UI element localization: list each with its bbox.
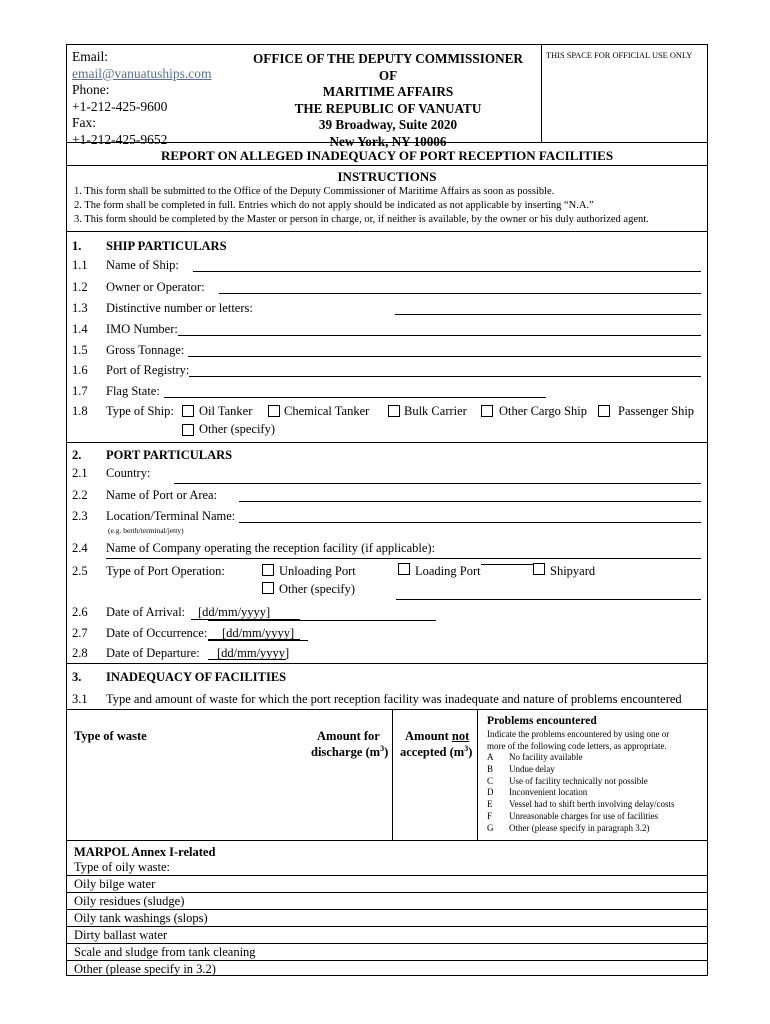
section-3-number: 3.	[72, 670, 82, 684]
waste-row-oily-bilge: Oily bilge water	[74, 877, 156, 891]
field-number: 2.5	[72, 564, 88, 578]
section-2-rule	[67, 663, 707, 664]
header-divider	[541, 45, 542, 142]
table-row-rule	[67, 909, 707, 910]
port-registry-field[interactable]	[189, 376, 701, 377]
table-header-rule	[67, 840, 707, 841]
col-type-of-waste: Type of waste	[74, 729, 147, 743]
table-col-divider-2	[477, 709, 478, 840]
chemical-tanker-option: Chemical Tanker	[284, 404, 370, 418]
table-row-rule	[67, 926, 707, 927]
table-row-rule	[67, 960, 707, 961]
annex-title: MARPOL Annex I-related	[74, 845, 216, 859]
code-row	[487, 787, 674, 799]
problems-desc-2: more of the following code letters, as appropriate.	[487, 740, 667, 751]
code-letter: D	[487, 787, 494, 798]
flag-state-label: Flag State:	[106, 384, 160, 398]
section-2-number: 2.	[72, 448, 82, 462]
terminal-name-field[interactable]	[239, 522, 701, 523]
code-letter: E	[487, 799, 493, 810]
shipyard-checkbox[interactable]	[533, 563, 545, 575]
col-discharge-text: discharge (m	[311, 745, 381, 760]
field-number: 2.4	[72, 541, 88, 555]
other-cargo-checkbox[interactable]	[481, 405, 493, 417]
field-number: 1.6	[72, 363, 88, 377]
section-3-title: INADEQUACY OF FACILITIES	[106, 670, 287, 684]
code-text: Undue delay	[509, 763, 555, 774]
field-number: 1.4	[72, 322, 88, 336]
office-line-4: 39 Broadway, Suite 2020	[318, 117, 458, 132]
code-text: Use of facility technically not possible	[509, 775, 648, 786]
other-operation-checkbox[interactable]	[262, 582, 274, 594]
terminal-name-label: Location/Terminal Name:	[106, 509, 236, 523]
ship-type-label: Type of Ship:	[106, 404, 174, 418]
col-amount-not-accepted-1	[405, 729, 469, 744]
owner-label: Owner or Operator:	[106, 280, 205, 294]
header-rule	[67, 142, 707, 143]
arrival-date-field[interactable]: [dd/mm/yyyy]	[198, 605, 271, 619]
email-link[interactable]: email@vanuatuships.com	[72, 65, 212, 81]
other-cargo-option: Other Cargo Ship	[499, 404, 587, 418]
distinctive-number-field[interactable]	[395, 314, 701, 315]
owner-field[interactable]	[219, 293, 701, 294]
instruction-1: 1. This form shall be submitted to the Office of the Deputy Commissioner of Maritime Affairs as soon as possible.	[74, 186, 555, 197]
departure-date-top-line	[208, 640, 308, 641]
bulk-carrier-checkbox[interactable]	[388, 405, 400, 417]
phone-label: Phone:	[72, 82, 110, 97]
occurrence-date-top-line	[208, 620, 436, 621]
email-label: Email:	[72, 49, 108, 64]
occurrence-date-label: Date of Occurrence:	[106, 626, 208, 640]
departure-date-line	[208, 659, 286, 660]
ship-name-field[interactable]	[193, 271, 701, 272]
field-number: 2.3	[72, 509, 88, 523]
section-2-title: PORT PARTICULARS	[106, 448, 233, 462]
other-operation-field[interactable]	[396, 599, 701, 600]
fax-value: +1-212-425-9652	[72, 131, 168, 147]
table-row-rule	[67, 875, 707, 876]
field-number: 2.7	[72, 626, 88, 640]
field-number: 1.8	[72, 404, 88, 418]
code-letter: B	[487, 763, 494, 774]
col-amount-discharge-1: Amount for	[317, 729, 380, 743]
departure-date-label: Date of Departure:	[106, 646, 200, 660]
location-hint: (e.g. berth/terminal/jetty)	[108, 526, 184, 535]
oil-tanker-checkbox[interactable]	[182, 405, 194, 417]
bulk-carrier-option: Bulk Carrier	[404, 404, 467, 418]
code-row	[487, 811, 674, 823]
waste-row-dirty-ballast: Dirty ballast water	[74, 928, 168, 942]
code-letter: A	[487, 752, 494, 762]
code-letter: F	[487, 810, 493, 821]
title-rule	[67, 165, 707, 166]
code-text: Vessel had to shift berth involving delay/costs	[509, 799, 675, 810]
oil-tanker-option: Oil Tanker	[199, 404, 253, 418]
country-field[interactable]	[174, 483, 701, 484]
port-registry-label: Port of Registry:	[106, 363, 190, 377]
col-notacc-text-2: accepted (m	[400, 745, 465, 760]
field-number: 2.6	[72, 605, 88, 619]
official-use-label: THIS SPACE FOR OFFICIAL USE ONLY	[546, 51, 693, 60]
code-text: Inconvenient location	[509, 787, 588, 798]
col-notacc-not: not	[451, 729, 470, 743]
office-line-3: THE REPUBLIC OF VANUATU	[294, 100, 482, 116]
other-type-checkbox[interactable]	[182, 424, 194, 436]
phone-value: +1-212-425-9600	[72, 98, 168, 114]
company-field[interactable]	[106, 558, 701, 559]
other-operation-option: Other (specify)	[279, 582, 356, 596]
problems-description	[487, 729, 669, 753]
occurrence-date-field[interactable]: [dd/mm/yyyy]	[222, 626, 295, 640]
section-1-title: SHIP PARTICULARS	[106, 239, 227, 253]
gross-tonnage-field[interactable]	[188, 356, 701, 357]
problem-codes	[487, 752, 674, 835]
port-name-field[interactable]	[239, 501, 701, 502]
unloading-port-option: Unloading Port	[279, 564, 356, 578]
waste-row-oily-residues: Oily residues (sludge)	[74, 894, 185, 908]
distinctive-number-label: Distinctive number or letters:	[106, 301, 253, 315]
instructions-title: INSTRUCTIONS	[337, 169, 437, 184]
problems-desc-1: Indicate the problems encountered by using one or	[487, 729, 670, 739]
office-line-2: MARITIME AFFAIRS	[322, 84, 454, 99]
col-discharge-sup: 3	[380, 744, 385, 753]
instruction-2: 2. The form shall be completed in full. Entries which do not apply should be indicated as not applicable by inserting “N.A.”	[74, 200, 594, 211]
passenger-ship-checkbox[interactable]	[598, 405, 610, 417]
passenger-ship-option: Passenger Ship	[618, 404, 695, 418]
field-number: 1.5	[72, 343, 88, 357]
code-row	[487, 752, 674, 764]
table-top-rule	[67, 709, 707, 710]
contact-block	[72, 49, 212, 148]
form-frame	[66, 44, 708, 976]
col-notacc-text: Amount	[405, 729, 452, 743]
field-number: 2.1	[72, 466, 88, 480]
code-text: No facility available	[509, 752, 583, 762]
office-line-5: New York, NY 10006	[329, 133, 447, 149]
code-row	[487, 799, 674, 811]
unloading-port-checkbox[interactable]	[262, 564, 274, 576]
field-number: 1.7	[72, 384, 88, 398]
instructions-rule	[67, 231, 707, 232]
code-row	[487, 776, 674, 788]
shipyard-option: Shipyard	[550, 564, 596, 578]
col-amount-discharge-2: discharge $(m^3)$	[311, 744, 389, 760]
office-line-1: OFFICE OF THE DEPUTY COMMISSIONER OF	[253, 51, 523, 83]
waste-row-other: Other (please specify in 3.2)	[74, 962, 216, 976]
code-text: Unreasonable charges for use of facilities	[509, 810, 659, 821]
field-number: 3.1	[72, 692, 88, 706]
arrival-date-label: Date of Arrival:	[106, 605, 186, 619]
country-label: Country:	[106, 466, 151, 480]
other-type-option: Other (specify)	[199, 422, 276, 436]
waste-description-label: Type and amount of waste for which the port reception facility was inadequate and nature of problems encountered	[106, 692, 682, 706]
port-operation-label: Type of Port Operation:	[106, 564, 225, 578]
waste-row-scale-sludge: Scale and sludge from tank cleaning	[74, 945, 256, 959]
table-row-rule	[67, 943, 707, 944]
field-number: 2.2	[72, 488, 88, 502]
code-text: Other (please specify in paragraph 3.2)	[509, 822, 650, 833]
code-row	[487, 823, 674, 835]
departure-date-field[interactable]: [dd/mm/yyyy]	[217, 646, 290, 660]
office-title	[248, 51, 528, 150]
code-letter: C	[487, 775, 494, 786]
flag-state-field[interactable]	[164, 397, 546, 398]
section-1-number: 1.	[72, 239, 82, 253]
loading-port-option: Loading Port	[415, 564, 481, 578]
report-title: REPORT ON ALLEGED INADEQUACY OF PORT RECEPTION FACILITIES	[160, 148, 614, 163]
ship-name-label: Name of Ship:	[106, 258, 179, 272]
gross-tonnage-label: Gross Tonnage:	[106, 343, 185, 357]
col-amount-not-accepted-2: accepted $(m^3)$	[400, 744, 473, 760]
field-number: 2.8	[72, 646, 88, 660]
company-label: Name of Company operating the reception facility (if applicable):	[106, 541, 436, 555]
table-col-divider-1	[392, 709, 393, 840]
field-number: 1.2	[72, 280, 88, 294]
instruction-3: 3. This form should be completed by the Master or person in charge, or, if neither is available, by the owner or his duly authorized agent.	[74, 214, 649, 225]
loading-port-checkbox[interactable]	[398, 563, 410, 575]
col-notacc-sup: 3	[464, 744, 469, 753]
code-row	[487, 764, 674, 776]
annex-subtitle: Type of oily waste:	[74, 860, 170, 874]
chemical-tanker-checkbox[interactable]	[268, 405, 280, 417]
problems-title: Problems encountered	[487, 715, 597, 727]
table-row-rule	[67, 892, 707, 893]
code-letter: G	[487, 822, 494, 833]
imo-number-field[interactable]	[178, 335, 701, 336]
section-1-rule	[67, 442, 707, 443]
imo-number-label: IMO Number:	[106, 322, 178, 336]
port-name-label: Name of Port or Area:	[106, 488, 218, 502]
fax-label: Fax:	[72, 115, 97, 130]
field-number: 1.3	[72, 301, 88, 315]
waste-row-tank-washings: Oily tank washings (slops)	[74, 911, 208, 925]
field-number: 1.1	[72, 258, 88, 272]
